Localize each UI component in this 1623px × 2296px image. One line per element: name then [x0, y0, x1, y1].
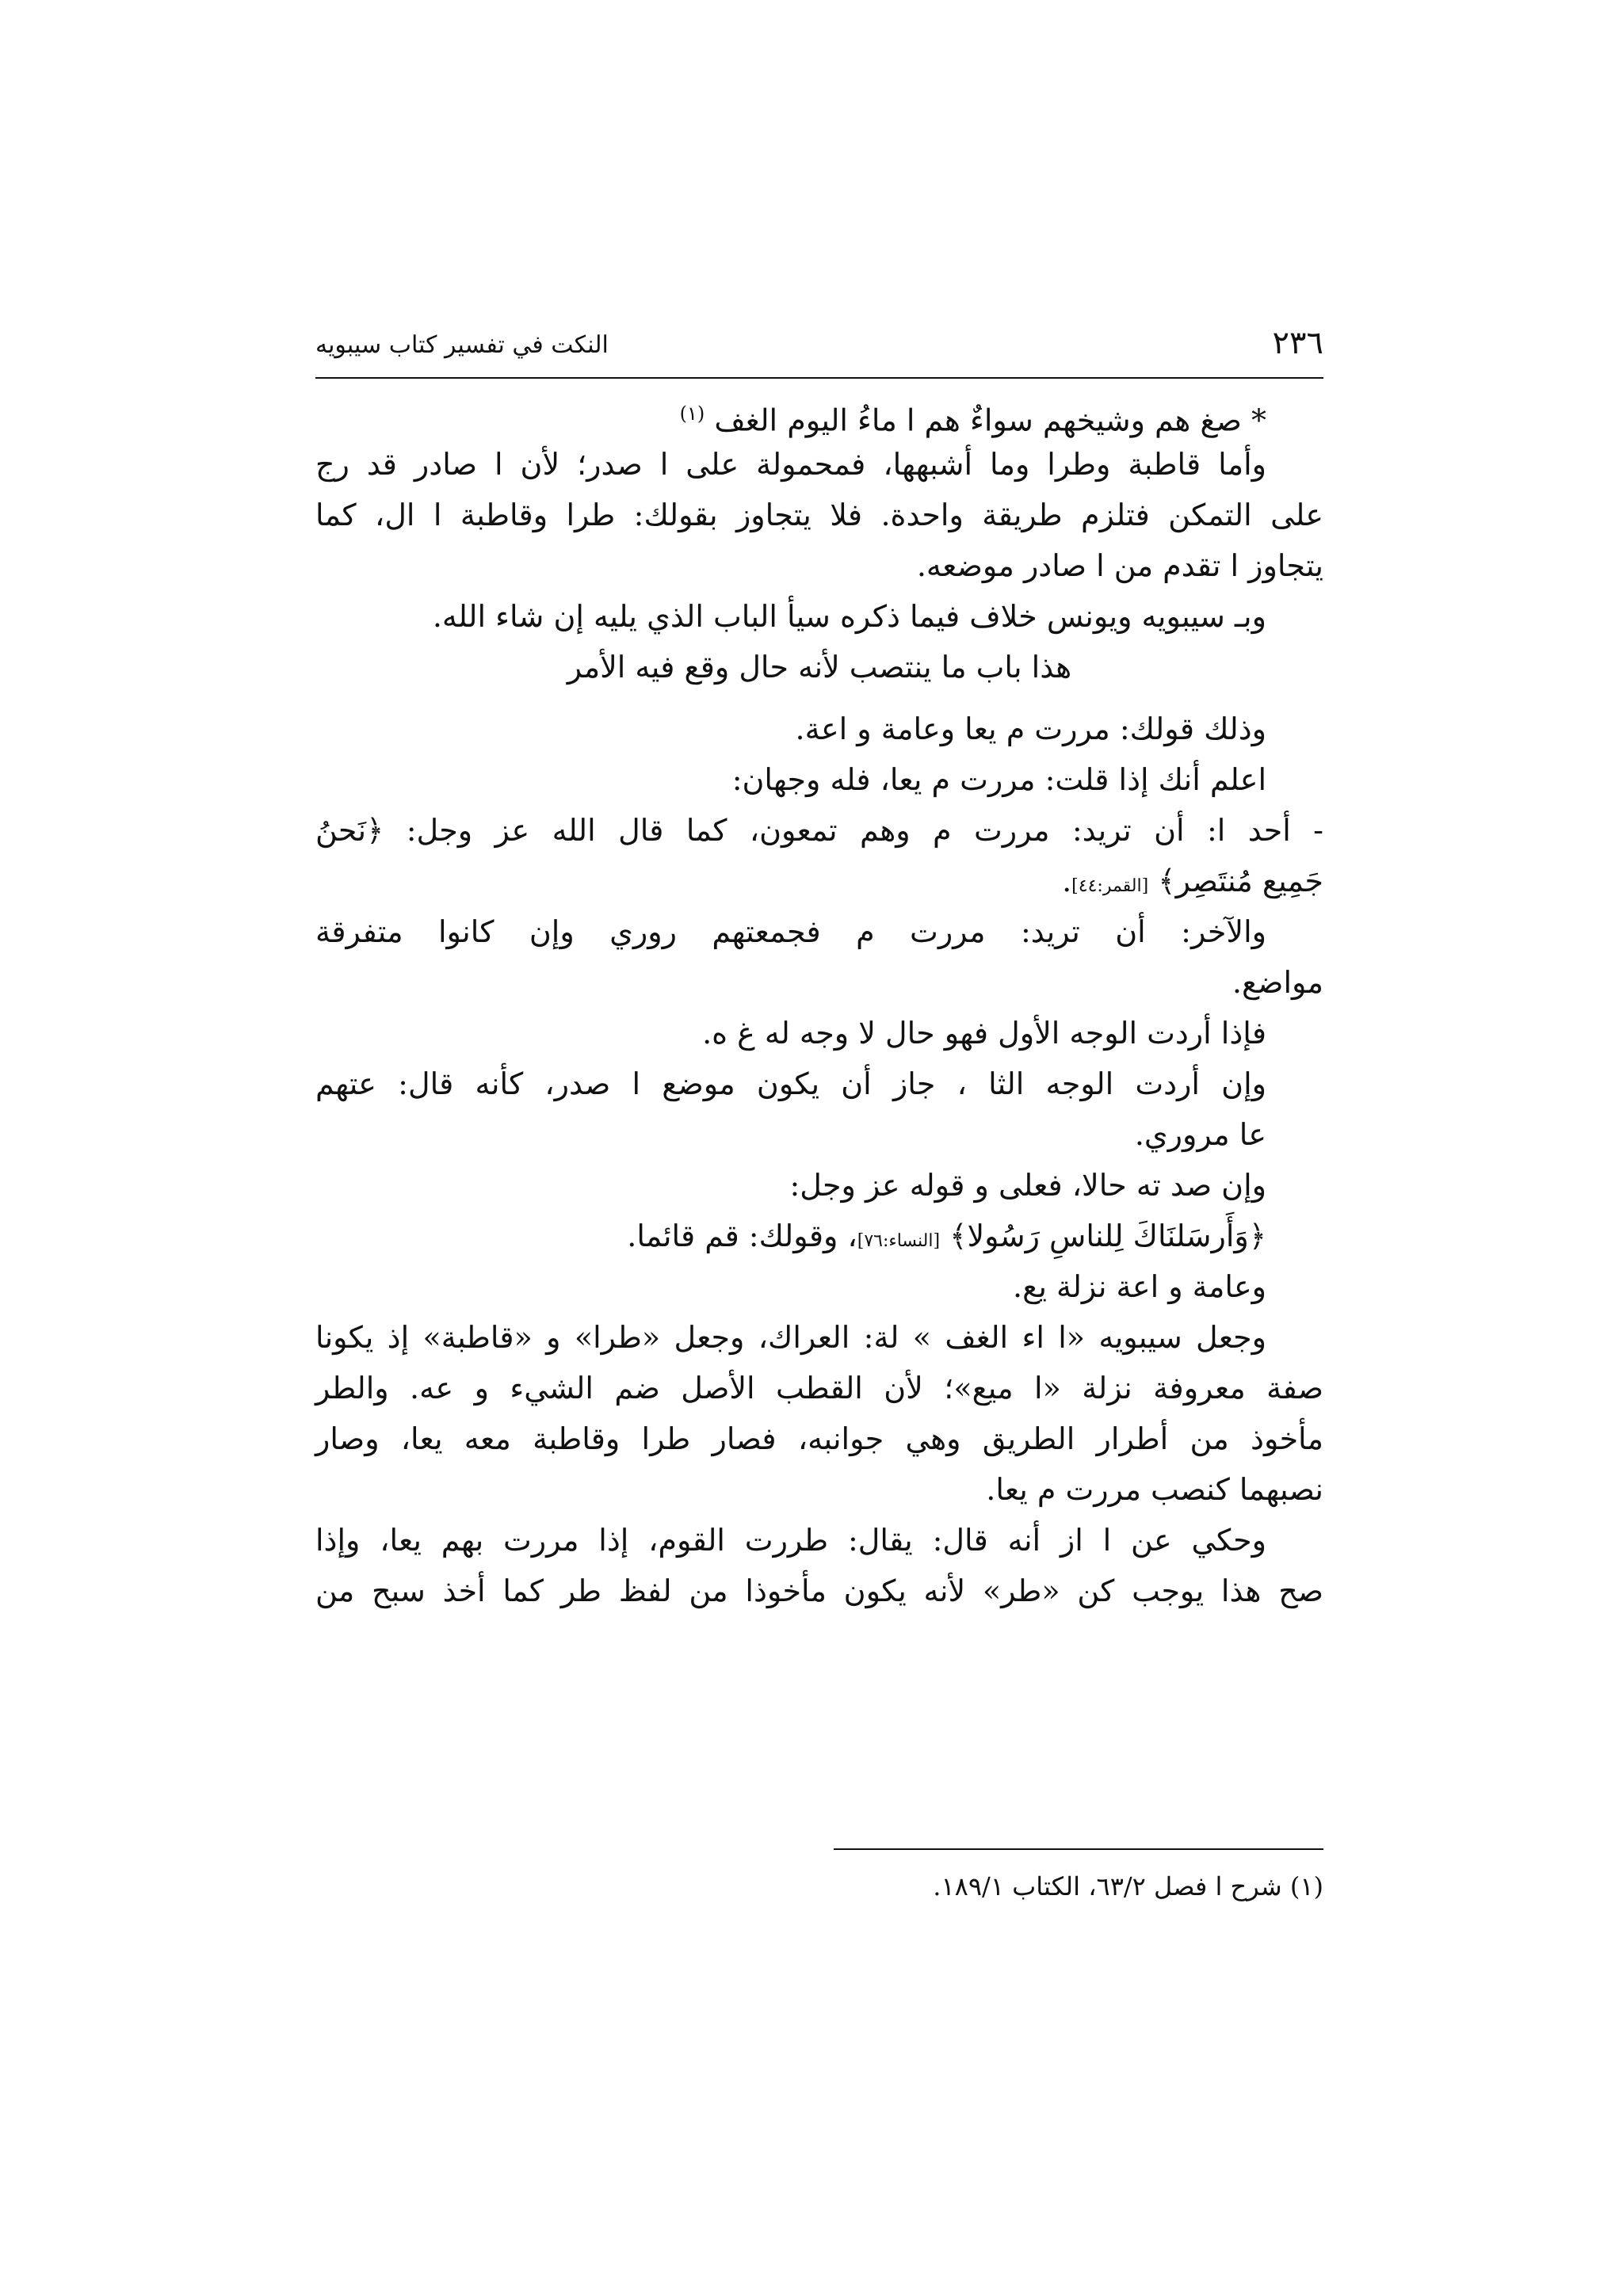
quran-reference: [النساء:٧٦]: [857, 1231, 941, 1251]
chapter-heading: هذا باب ما ينتصب لأنه حال وقع فيه الأمر: [567, 650, 1072, 685]
punctuation: .: [1062, 864, 1072, 898]
paragraph-line: وحكي عن ا از أنه قال: يقال: طررت القوم، إذا مررت بهم يعا، وإذا: [315, 1523, 1266, 1558]
paragraph-line: وذلك قولك: مررت م يعا وعامة و اعة.: [795, 711, 1266, 746]
main-text: [315, 388, 1323, 1616]
paragraph-line: نصبهما كنصب مررت م يعا.: [986, 1472, 1323, 1507]
page-number: ٢٣٦: [1272, 325, 1323, 361]
paragraph-line: مأخوذ من أطرار الطريق وهي جوانبه، فصار طرا وقاطبة معه يعا، وصار: [315, 1421, 1323, 1456]
page-header: [315, 320, 1323, 379]
paragraph-line: - أحد ا: أن تريد: مررت م وهم تمعون، كما قال الله عز وجل: ﴿نَحنُ: [315, 813, 1323, 848]
paragraph-line: وإن أردت الوجه الثا ، جاز أن يكون موضع ا صدر، كأنه قال: عتهم: [315, 1066, 1266, 1101]
paragraph-line: [315, 1211, 1323, 1261]
paragraph-line: اعلم أنك إذا قلت: مررت م يعا، فله وجهان:: [731, 762, 1266, 797]
paragraph-line: على التمكن فتلزم طريقة واحدة. فلا يتجاوز بقولك: طرا وقاطبة ا ال، كما: [315, 498, 1323, 532]
paragraph-line: وجعل سيبويه «ا اء الغف » لة: العراك، وجعل «طرا» و «قاطبة» إذ يكونا: [315, 1320, 1266, 1355]
paragraph-text: ، وقولك: قم قائما.: [627, 1219, 857, 1253]
footnote-marker: (١): [679, 402, 705, 425]
paragraph-line: صح هذا يوجب كن «طر» لأنه يكون مأخوذا من لفظ طر كما أخذ سبح من: [315, 1573, 1323, 1608]
quran-verse: ﴿وَأَرسَلنَاكَ لِلناسِ رَسُولا﴾: [949, 1219, 1266, 1253]
verse-line: [315, 388, 1323, 439]
header-rule: [315, 377, 1323, 379]
footnote-rule: [834, 1848, 1323, 1850]
paragraph-line: [315, 856, 1323, 906]
paragraph-line: يتجاوز ا تقدم من ا صادر موضعه.: [916, 548, 1323, 583]
paragraph-line: والآخر: أن تريد: مررت م فجمعتهم روري وإن كانوا متفرقة: [315, 914, 1266, 949]
footnote: (١) شرح ا فصل ٦٣/٢، الكتاب ١٨٩/١.: [933, 1871, 1323, 1901]
paragraph-line: وإن صد ته حالا، فعلى و قوله عز وجل:: [789, 1168, 1266, 1203]
paragraph-line: وعامة و اعة نزلة يع.: [1013, 1269, 1266, 1304]
paragraph-line: وبـ سيبويه ويونس خلاف فيما ذكره سيأ الباب الذي يليه إن شاء الله.: [432, 599, 1266, 634]
paragraph-line: عا مروري.: [1134, 1117, 1266, 1152]
paragraph-line: وأما قاطبة وطرا وما أشبهها، فمحمولة على ا صدر؛ لأن ا صادر قد رج: [315, 447, 1266, 482]
paragraph-line: مواضع.: [1232, 965, 1323, 1000]
verse-text: * صغ هم وشيخهم سواءٌ هم ا ماءُ اليوم الغف: [714, 402, 1266, 438]
quran-verse: جَمِيع مُنتَصِر﴾: [1158, 864, 1323, 898]
running-title: النكت في تفسير كتاب سيبويه: [315, 331, 609, 359]
paragraph-line: فإذا أردت الوجه الأول فهو حال لا وجه له غ ه.: [702, 1016, 1266, 1051]
quran-reference: [القمر:٤٤]: [1071, 876, 1149, 896]
paragraph-line: صفة معروفة نزلة «ا ميع»؛ لأن القطب الأصل ضم الشيء و عه. والطر: [315, 1371, 1323, 1405]
